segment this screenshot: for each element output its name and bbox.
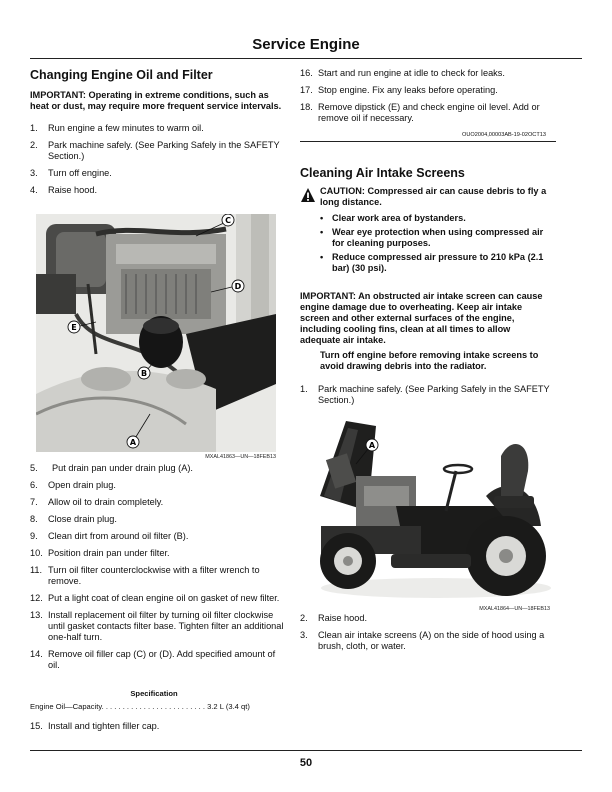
spec-title: Specification xyxy=(130,689,178,698)
steps-list-16-18 xyxy=(300,68,556,124)
list-item: 10. Position drain pan under filter. xyxy=(30,548,170,558)
list-item: 3. Clean air intake screens (A) on the side of hood using a brush, cloth, or water. xyxy=(300,630,545,651)
list-item: 2. Park machine safely. (See Parking Safely in the SAFETY Section.) xyxy=(30,140,280,161)
svg-text:A: A xyxy=(129,438,137,447)
steps-list-1-4 xyxy=(30,123,286,196)
footer-rule xyxy=(30,750,582,751)
callout-b xyxy=(138,367,150,379)
list-item: 8. Close drain plug. xyxy=(30,514,117,524)
list-item: 7. Allow oil to drain completely. xyxy=(30,497,164,507)
list-item: 18. Remove dipstick (E) and check engine oil level. Add or remove oil if necessary. xyxy=(300,102,540,123)
figure-code-tractor: MXAL41864—UN—18FEB13 xyxy=(479,606,550,612)
list-item: 14. Remove oil filler cap (C) or (D). Add specified amount of oil. xyxy=(30,649,276,670)
important-note-turn-off: Turn off engine before removing intake screens to avoid drawing debris into the radiator. xyxy=(320,350,539,371)
caution-text: CAUTION: Compressed air can cause debris to fly a long distance. xyxy=(320,186,547,207)
list-item: 1. Run engine a few minutes to warm oil. xyxy=(30,123,204,133)
svg-text:B: B xyxy=(140,369,148,378)
page-number: 50 xyxy=(299,757,313,769)
list-item: 13. Install replacement oil filter by turning oil filter clockwise until gasket contacts filter base. Tighten filter an additional one-half turn. xyxy=(30,610,284,642)
spec-row-engine-oil: Engine Oil—Capacity. . . . . . . . . . . . . . . . . . . . . . . . . 3.2 L (3.4 qt) xyxy=(30,702,250,711)
list-item: 11. Turn oil filter counterclockwise with a filter wrench to remove. xyxy=(30,565,260,586)
left-column-steps xyxy=(30,463,286,671)
left-column-final-step xyxy=(30,721,286,732)
page-title: Service Engine xyxy=(252,36,360,53)
list-item: 16. Start and run engine at idle to check for leaks. xyxy=(300,68,505,78)
steps-list-5-14 xyxy=(30,463,286,671)
steps-list-15 xyxy=(30,721,286,732)
callout-c xyxy=(222,214,234,226)
section-heading-oil: Changing Engine Oil and Filter xyxy=(30,68,213,82)
caution-bullets xyxy=(320,213,550,274)
reference-code: OUO2004,00003AB-19-02OCT13 xyxy=(462,132,546,138)
steps-list-r2-3 xyxy=(300,613,552,652)
list-item: 5. Put drain pan under drain plug (A). xyxy=(30,463,193,473)
svg-text:C: C xyxy=(225,216,231,225)
engine-illustration xyxy=(36,214,276,452)
list-item: • Wear eye protection when using compressed air for cleaning purposes. xyxy=(320,227,550,249)
callout-e xyxy=(68,321,80,333)
callout-d xyxy=(232,280,244,292)
list-item: 3. Turn off engine. xyxy=(30,168,112,178)
header-rule xyxy=(30,58,582,59)
tractor-illustration xyxy=(306,416,554,604)
steps-list-r1 xyxy=(300,384,552,406)
right-column-air xyxy=(300,166,552,180)
warning-icon xyxy=(300,187,316,203)
right-column-step-1 xyxy=(300,384,552,406)
callout-a xyxy=(127,436,139,448)
engine-figure xyxy=(36,214,276,452)
svg-text:D: D xyxy=(234,282,242,291)
section-rule xyxy=(300,141,556,142)
left-column xyxy=(30,68,286,196)
figure-code-engine: MXAL41863—UN—18FEB13 xyxy=(205,454,276,460)
list-item: 4. Raise hood. xyxy=(30,185,98,195)
right-column-steps-2-3 xyxy=(300,613,552,652)
list-item: 15. Install and tighten filler cap. xyxy=(30,721,160,731)
tractor-figure xyxy=(306,416,554,604)
important-note-air-intake: IMPORTANT: An obstructed air intake screen can cause engine damage due to overheating. Keep air intake screen and other external surfaces of the engine, including cooling fins, clean at all times to allow adequate air intake. xyxy=(300,291,543,345)
list-item: • Reduce compressed air pressure to 210 kPa (2.1 bar) (30 psi). xyxy=(320,252,550,274)
svg-text:E: E xyxy=(71,323,77,332)
important-note-intervals: IMPORTANT: Operating in extreme conditions, such as heat or dust, may require more frequent service intervals. xyxy=(30,90,282,111)
list-item: 17. Stop engine. Fix any leaks before operating. xyxy=(300,85,498,95)
list-item: 12. Put a light coat of clean engine oil on gasket of new filter. xyxy=(30,593,280,603)
callout-a xyxy=(366,439,378,451)
list-item: 9. Clean dirt from around oil filter (B). xyxy=(30,531,189,541)
list-item: 2. Raise hood. xyxy=(300,613,368,623)
list-item: 1. Park machine safely. (See Parking Safely in the SAFETY Section.) xyxy=(300,384,550,405)
right-column-top xyxy=(300,68,556,124)
list-item: 6. Open drain plug. xyxy=(30,480,116,490)
section-heading-air-intake: Cleaning Air Intake Screens xyxy=(300,166,465,180)
svg-text:A: A xyxy=(368,441,376,450)
list-item: • Clear work area of bystanders. xyxy=(320,213,550,224)
